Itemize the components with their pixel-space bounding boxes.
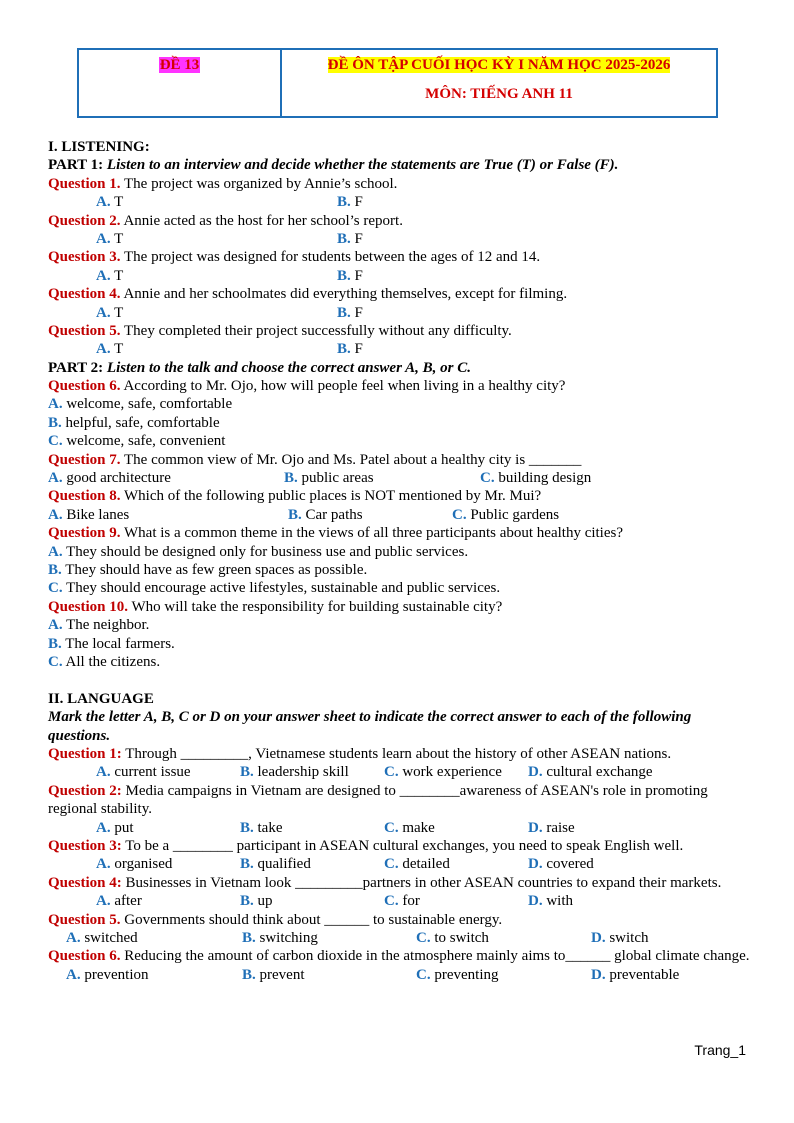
part1-instruction: PART 1: Listen to an interview and decide whether the statements are True (T) or False (F). [48,157,619,174]
question-1-options: A. T B. F [96,194,363,211]
question-10: Question 10. Who will take the responsibility for building sustainable city? [48,598,503,615]
question-4: Question 4. Annie and her schoolmates did everything themselves, except for filming. [48,286,568,303]
language-question-1: Question 1: Through _________, Vietnamese students learn about the history of other ASEAN nations. [48,745,672,762]
language-question-3-options: A. organised B. qualified C. detailed D. covered [96,856,594,873]
q6-option-a: A. welcome, safe, comfortable [48,396,233,413]
language-question-5-options: A. switched B. switching C. to switch D. switch [66,929,649,946]
question-7: Question 7. The common view of Mr. Ojo and Ms. Patel about a healthy city is _______ [48,451,582,468]
question-4-options: A. T B. F [96,304,363,321]
section-listening-heading: I. LISTENING: [48,139,150,155]
section-language-heading: II. LANGUAGE [48,690,154,707]
language-questions [48,745,753,984]
exam-content [48,138,753,984]
question-3-options: A. T B. F [96,267,363,284]
language-question-2: Question 2: Media campaigns in Vietnam are designed to ________awareness of ASEAN's role in promoting regional stability. [48,782,708,818]
language-question-2-options: A. put B. take C. make D. raise [96,819,575,836]
question-2-options: A. T B. F [96,230,363,247]
true-false-questions [48,175,753,359]
exam-header [77,48,718,118]
q9-option-c: C. They should encourage active lifestyles, sustainable and public services. [48,580,501,597]
language-question-4: Question 4: Businesses in Vietnam look _________partners in other ASEAN countries to expand their markets. [48,874,722,891]
question-5: Question 5. They completed their project successfully without any difficulty. [48,322,512,339]
language-question-6-options: A. prevention B. prevent C. preventing D. preventable [66,966,680,983]
question-2: Question 2. Annie acted as the host for her school’s report. [48,212,403,229]
q6-option-c: C. welcome, safe, convenient [48,433,226,450]
language-question-1-options: A. current issue B. leadership skill C. work experience D. cultural exchange [96,764,653,781]
exam-title-cell [282,50,716,116]
q8-options: A. Bike lanes B. Car paths C. Public gardens [48,506,560,523]
q7-options: A. good architecture B. public areas C. building design [48,470,592,487]
language-instruction: Mark the letter A, B, C or D on your answer sheet to indicate the correct answer to each of the following questions. [48,709,692,744]
q10-option-a: A. The neighbor. [48,617,150,634]
page-number: Trang_1 [694,1042,746,1058]
question-3: Question 3. The project was designed for students between the ages of 12 and 14. [48,249,541,266]
exam-code: ĐỀ 13 [159,57,200,73]
q10-option-b: B. The local farmers. [48,635,175,652]
language-question-5: Question 5. Governments should think about ______ to sustainable energy. [48,911,503,928]
language-question-3: Question 3: To be a ________ participant in ASEAN cultural exchanges, you need to speak English well. [48,837,684,854]
question-5-options: A. T B. F [96,341,363,358]
language-question-4-options: A. after B. up C. for D. with [96,893,574,910]
q10-option-c: C. All the citizens. [48,653,161,670]
exam-code-cell [79,50,282,116]
question-6: Question 6. According to Mr. Ojo, how will people feel when living in a healthy city? [48,378,566,395]
part2-instruction: PART 2: Listen to the talk and choose the correct answer A, B, or C. [48,359,471,376]
q9-option-a: A. They should be designed only for business use and public services. [48,543,469,560]
q9-option-b: B. They should have as few green spaces as possible. [48,561,368,578]
question-1: Question 1. The project was organized by Annie’s school. [48,175,398,192]
q6-option-b: B. helpful, safe, comfortable [48,414,220,431]
question-8: Question 8. Which of the following public places is NOT mentioned by Mr. Mui? [48,488,542,505]
exam-subject: MÔN: TIẾNG ANH 11 [425,86,573,102]
question-9: Question 9. What is a common theme in the views of all three participants about healthy cities? [48,525,624,542]
exam-title: ĐỀ ÔN TẬP CUỐI HỌC KỲ I NĂM HỌC 2025-2026 [327,57,671,73]
language-question-6: Question 6. Reducing the amount of carbon dioxide in the atmosphere mainly aims to______ global climate change. [48,948,750,965]
